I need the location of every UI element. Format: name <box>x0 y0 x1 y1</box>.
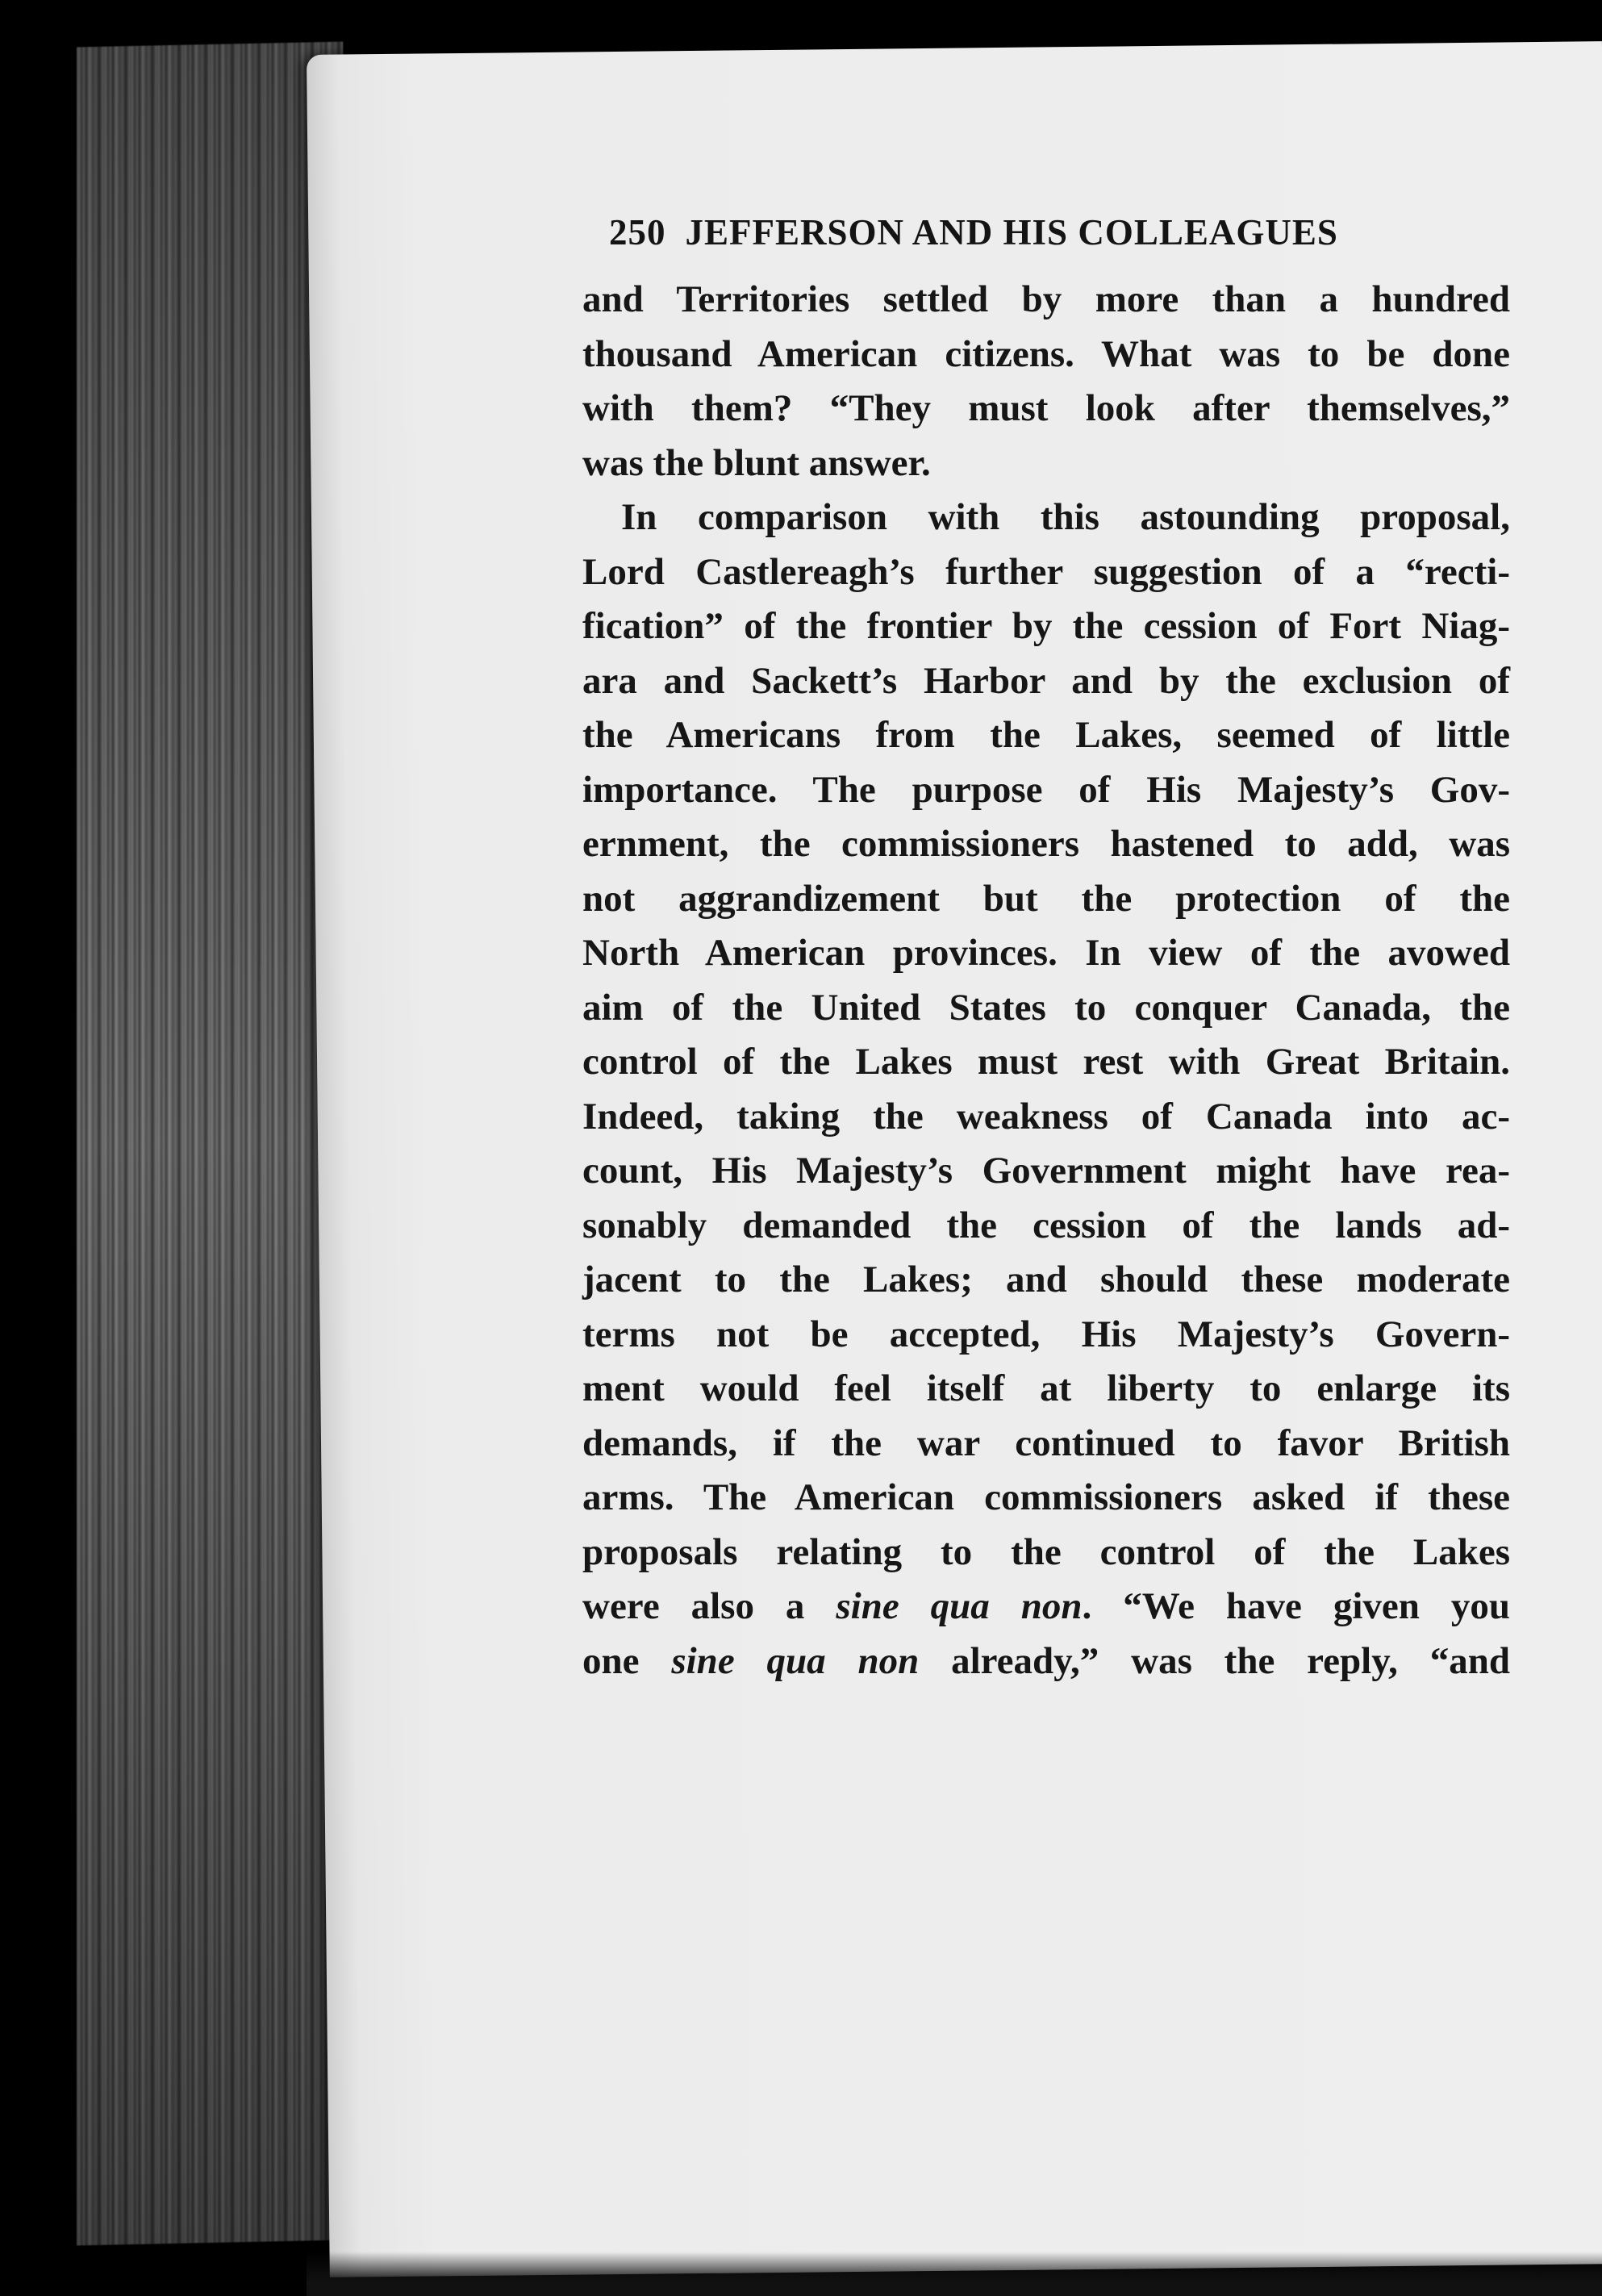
text-line: ara and Sackett’s Harbor and by the exclusion of <box>582 659 1510 702</box>
text-line: ernment, the commissioners hastened to add, was <box>582 823 1510 865</box>
text-line <box>582 1634 1510 1689</box>
text-line: and Territories settled by more than a hundred <box>582 278 1510 320</box>
text-line: In comparison with this astounding proposal, <box>621 496 1510 538</box>
text-segment: already,” was the reply, “and <box>919 1639 1510 1682</box>
running-head <box>609 211 1496 253</box>
text-line: terms not be accepted, His Majesty’s Govern- <box>582 1313 1510 1355</box>
text-line: aim of the United States to conquer Canada, the <box>582 986 1510 1029</box>
book-page-edges <box>77 42 343 2246</box>
text-line <box>582 1580 1510 1634</box>
text-line: Lord Castlereagh’s further suggestion of a “recti- <box>582 550 1510 593</box>
text-line: demands, if the war continued to favor British <box>582 1421 1510 1464</box>
text-line: proposals relating to the control of the Lakes <box>582 1530 1510 1573</box>
text-line: arms. The American commissioners asked if these <box>582 1476 1510 1518</box>
text-line: North American provinces. In view of the avowed <box>582 932 1510 974</box>
text-segment: . “We have given you <box>1082 1585 1510 1627</box>
text-line: Indeed, taking the weakness of Canada into ac- <box>582 1095 1510 1138</box>
text-line: fication” of the frontier by the cession of Fort Niag- <box>582 605 1510 647</box>
italic-phrase: sine qua non <box>836 1585 1083 1627</box>
text-line: sonably demanded the cession of the lands ad- <box>582 1204 1510 1246</box>
text-line: count, His Majesty’s Government might have rea- <box>582 1150 1510 1192</box>
text-line: thousand American citizens. What was to be done <box>582 332 1510 375</box>
running-title: JEFFERSON AND HIS COLLEAGUES <box>685 212 1338 253</box>
text-line: importance. The purpose of His Majesty’s Gov- <box>582 768 1510 811</box>
text-segment: one <box>582 1639 672 1682</box>
italic-phrase: sine qua non <box>671 1639 920 1682</box>
body-text <box>582 273 1510 1689</box>
page-number: 250 <box>609 212 666 253</box>
page-bottom-shadow <box>307 2252 1602 2296</box>
text-line: ment would feel itself at liberty to enlarge its <box>582 1367 1510 1409</box>
text-segment: were also a <box>582 1585 836 1627</box>
text-line: the Americans from the Lakes, seemed of little <box>582 714 1510 756</box>
text-line: control of the Lakes must rest with Great Britain. <box>582 1041 1510 1083</box>
text-line: with them? “They must look after themselves,” <box>582 387 1510 429</box>
text-line: jacent to the Lakes; and should these moderate <box>582 1259 1510 1300</box>
text-line: was the blunt answer. <box>582 441 931 484</box>
text-line: not aggrandizement but the protection of the <box>582 877 1510 920</box>
